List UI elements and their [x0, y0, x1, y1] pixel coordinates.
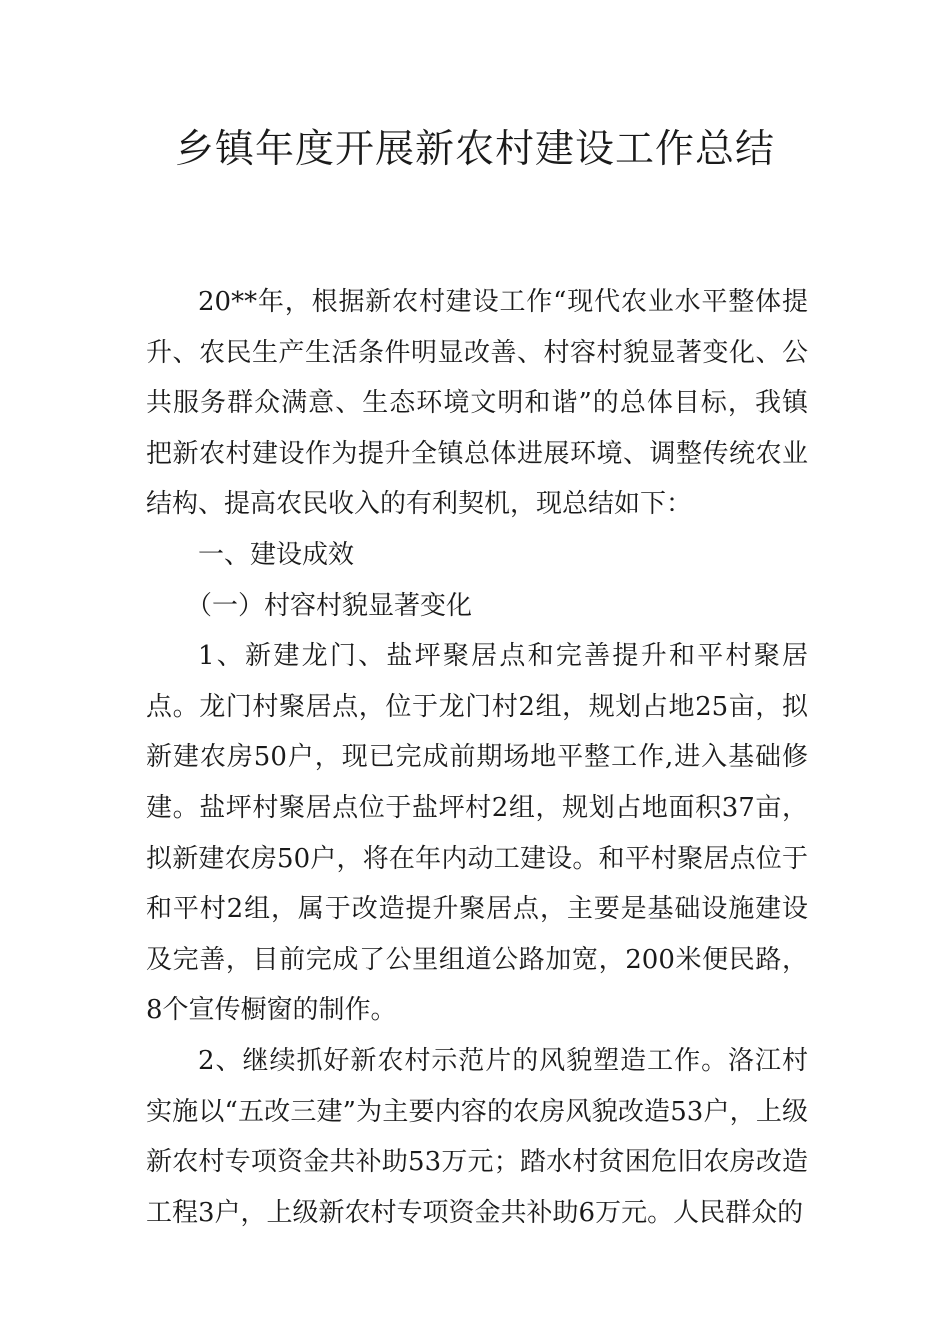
document-title: 乡镇年度开展新农村建设工作总结 — [174, 127, 775, 172]
item-paragraph-1: 1、新建龙门、盐坪聚居点和完善提升和平村聚居点。龙门村聚居点，位于龙门村2组，规划占地25亩，拟新建农房50户，现已完成前期场地平整工作,进入基础修建。盐坪村聚居点位于盐坪村2组，规划占地面积37亩，拟新建农房50户，将在年内动工建设。和平村聚居点位于和平村2组，属于改造提升聚居点，主要是基础设施建设及完善，目前完成了公里组道公路加宽，200米便民路，8个宣传橱窗的制作。 — [146, 641, 808, 1026]
document-body — [146, 277, 808, 1238]
item-paragraph-2: 2、继续抓好新农村示范片的风貌塑造工作。洛江村实施以“五改三建”为主要内容的农房风貌改造53户，上级新农村专项资金共补助53万元；踏水村贫困危旧农房改造工程3户，上级新农村专项资金共补助6万元。人民群众的 — [146, 1045, 808, 1228]
intro-paragraph: 20**年，根据新农村建设工作“现代农业水平整体提升、农民生产生活条件明显改善、村容村貌显著变化、公共服务群众满意、生态环境文明和谐”的总体目标，我镇把新农村建设作为提升全镇总体进展环境、调整传统农业结构、提高农民收入的有利契机，现总结如下： — [146, 287, 808, 520]
subsection-heading: （一）村容村貌显著变化 — [186, 590, 473, 621]
section-heading: 一、建设成效 — [198, 539, 355, 570]
